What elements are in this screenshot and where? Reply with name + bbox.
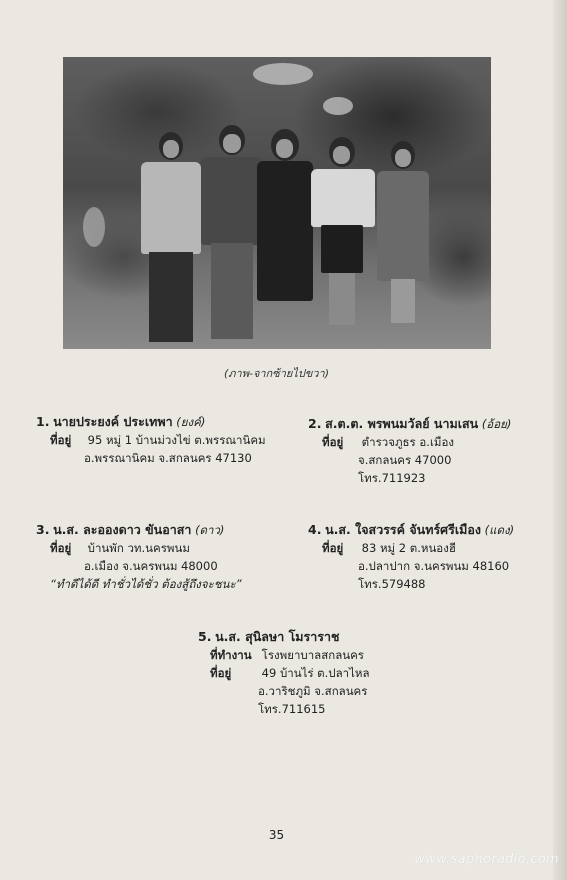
entry-number: 3. — [36, 522, 50, 537]
entry-nickname: (ยงค์) — [176, 415, 206, 429]
watermark: www.saphoradio.com — [414, 852, 559, 867]
entry-number: 5. — [198, 629, 212, 644]
address-line: บ้านพัก วท.นครพนม — [87, 541, 190, 555]
address-line: จ.สกลนคร 47000 — [358, 453, 452, 467]
photo-caption: (ภาพ-จากซ้ายไปขวา) — [224, 367, 329, 380]
address-label: ที่อยู่ — [50, 433, 72, 447]
entry-number: 2. — [308, 416, 322, 431]
address-label: ที่อยู่ — [322, 435, 344, 449]
entry-name: นายประยงค์ ประเทพา — [53, 414, 173, 429]
entry-number: 1. — [36, 414, 50, 429]
entry-name: น.ส. ละอองดาว ขันอาสา — [53, 522, 192, 537]
address-line: อ.ปลาปาก จ.นครพนม 48160 — [358, 559, 510, 573]
bleed-through-text — [486, 562, 546, 682]
entry-3 — [36, 521, 242, 593]
page-edge — [553, 0, 567, 880]
entry-name: น.ส. ใจสวรรค์ จันทร์ศรีเมือง — [325, 522, 481, 537]
entry-number: 4. — [308, 522, 322, 537]
address-line: 83 หมู่ 2 ต.หนองฮี — [361, 541, 456, 555]
work-label: ที่ทำงาน — [210, 648, 252, 662]
entry-nickname: (แดง) — [484, 523, 515, 537]
sky-patch — [253, 63, 313, 85]
entry-1 — [36, 413, 266, 467]
entry-nickname: (ดาว) — [195, 523, 225, 537]
phone-line: โทร.711615 — [258, 702, 326, 716]
group-photo — [63, 57, 491, 349]
entry-nickname: (อ้อย) — [481, 417, 512, 431]
address-line: อ.วาริชภูมิ จ.สกลนคร — [258, 684, 368, 698]
workplace: โรงพยาบาลสกลนคร — [261, 648, 364, 662]
entry-name: ส.ต.ต. พรพนมวัลย์ นามเสน — [325, 416, 479, 431]
entry-name: น.ส. สุนิลษา โมราราช — [215, 629, 340, 644]
phone-line: โทร.711923 — [358, 471, 426, 485]
address-line: อ.พรรณานิคม จ.สกลนคร 47130 — [84, 451, 252, 465]
address-line: 95 หมู่ 1 บ้านม่วงไข่ ต.พรรณานิคม — [87, 433, 266, 447]
phone-line: โทร.579488 — [358, 577, 426, 591]
entry-5 — [198, 628, 370, 718]
address-line: อ.เมือง จ.นครพนม 48000 — [84, 559, 218, 573]
address-line: 49 บ้านไร่ ต.ปลาไหล — [261, 666, 370, 680]
entry-2 — [308, 415, 511, 487]
address-label: ที่อยู่ — [322, 541, 344, 555]
entry-4 — [308, 521, 514, 593]
page-number: 35 — [268, 828, 285, 842]
address-label: ที่อยู่ — [50, 541, 72, 555]
sky-patch — [323, 97, 353, 115]
address-line: ตำรวจภูธร อ.เมือง — [361, 435, 454, 449]
sky-patch — [83, 207, 105, 247]
address-label: ที่อยู่ — [210, 666, 232, 680]
motto-quote: “ทำดีได้ดี ทำชั่วได้ชั่ว ต้องสู้ถึงจะชนะ” — [50, 577, 242, 591]
